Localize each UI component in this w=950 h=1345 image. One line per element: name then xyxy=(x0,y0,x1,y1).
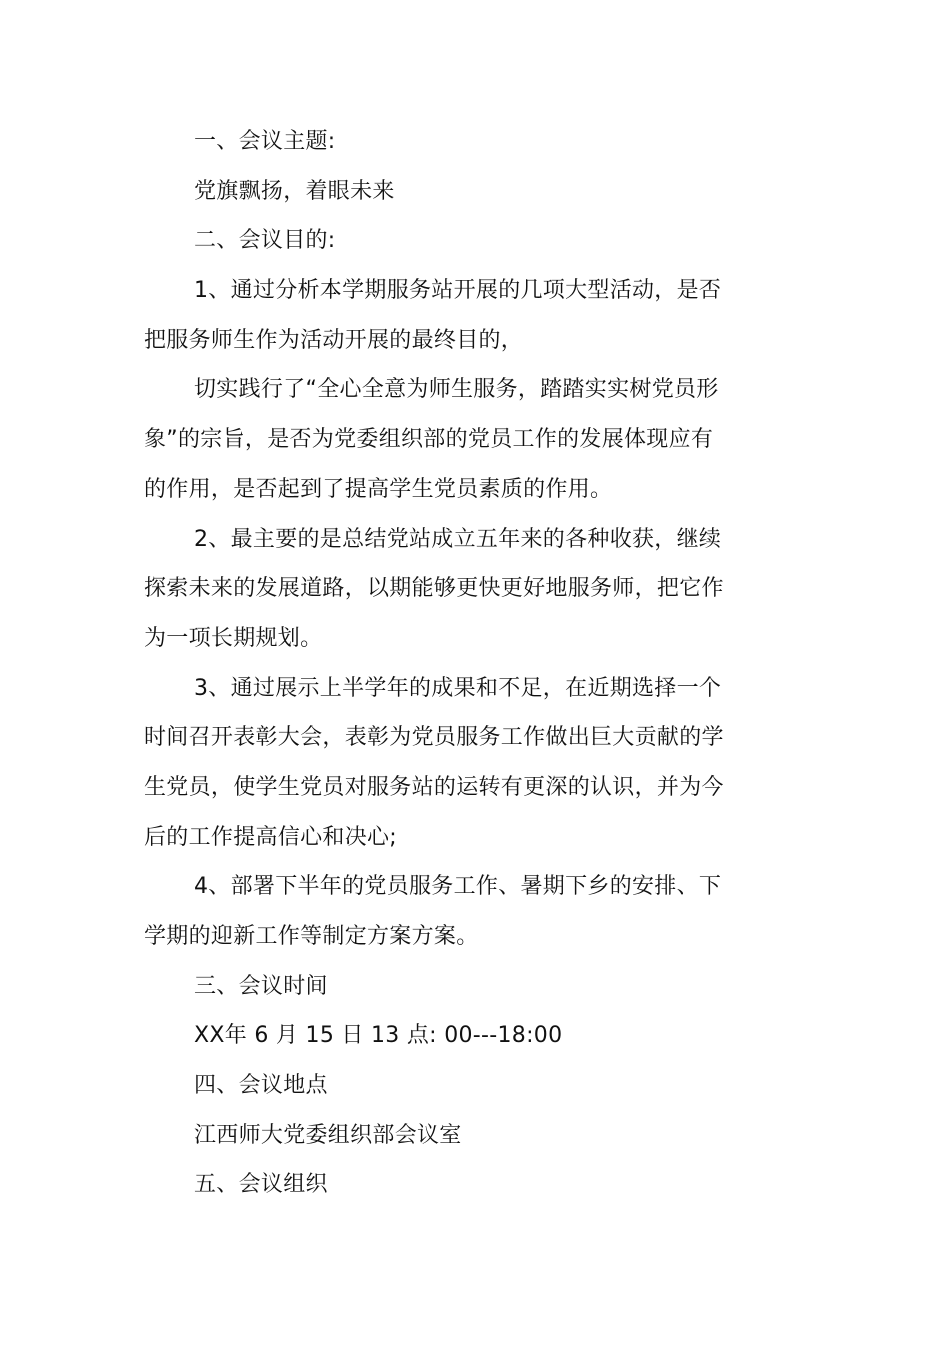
purpose-paragraph-line-1: 切实践行了“全心全意为师生服务，踏踏实实树党员形 xyxy=(194,377,719,403)
purpose-paragraph-line-3: 的作用，是否起到了提高学生党员素质的作用。 xyxy=(144,476,613,502)
document-body xyxy=(144,117,744,1210)
purpose-item-3-line-3: 生党员，使学生党员对服务站的运转有更深的认识，并为今 xyxy=(144,774,724,800)
purpose-item-2-line-1: 2、最主要的是总结党站成立五年来的各种收获，继续 xyxy=(194,526,722,552)
section-heading-purpose: 二、会议目的: xyxy=(194,228,336,254)
purpose-item-1-line-1: 1、通过分析本学期服务站开展的几项大型活动，是否 xyxy=(194,278,722,304)
section-heading-time: 三、会议时间 xyxy=(194,973,328,999)
purpose-item-3-line-1: 3、通过展示上半学年的成果和不足，在近期选择一个 xyxy=(194,675,722,701)
purpose-item-3-line-2: 时间召开表彰大会，表彰为党员服务工作做出巨大贡献的学 xyxy=(144,725,724,751)
meeting-time-text: XX年 6 月 15 日 13 点: 00---18:00 xyxy=(194,1023,563,1049)
theme-text: 党旗飘扬，着眼未来 xyxy=(194,178,395,204)
meeting-location-text: 江西师大党委组织部会议室 xyxy=(194,1122,462,1148)
purpose-item-2-line-3: 为一项长期规划。 xyxy=(144,625,323,651)
section-heading-organization: 五、会议组织 xyxy=(194,1172,328,1198)
section-heading-theme: 一、会议主题: xyxy=(194,129,336,154)
purpose-paragraph-line-2: 象”的宗旨，是否为党委组织部的党员工作的发展体现应有 xyxy=(144,427,714,453)
purpose-item-4-line-2: 学期的迎新工作等制定方案方案。 xyxy=(144,924,479,949)
purpose-item-1-line-2: 把服务师生作为活动开展的最终目的， xyxy=(144,327,524,353)
purpose-item-2-line-2: 探索未来的发展道路，以期能够更快更好地服务师，把它作 xyxy=(144,576,724,602)
purpose-item-4-line-1: 4、部署下半年的党员服务工作、暑期下乡的安排、下 xyxy=(194,874,722,900)
section-heading-location: 四、会议地点 xyxy=(194,1073,328,1099)
purpose-item-3-line-4: 后的工作提高信心和决心; xyxy=(144,824,398,850)
